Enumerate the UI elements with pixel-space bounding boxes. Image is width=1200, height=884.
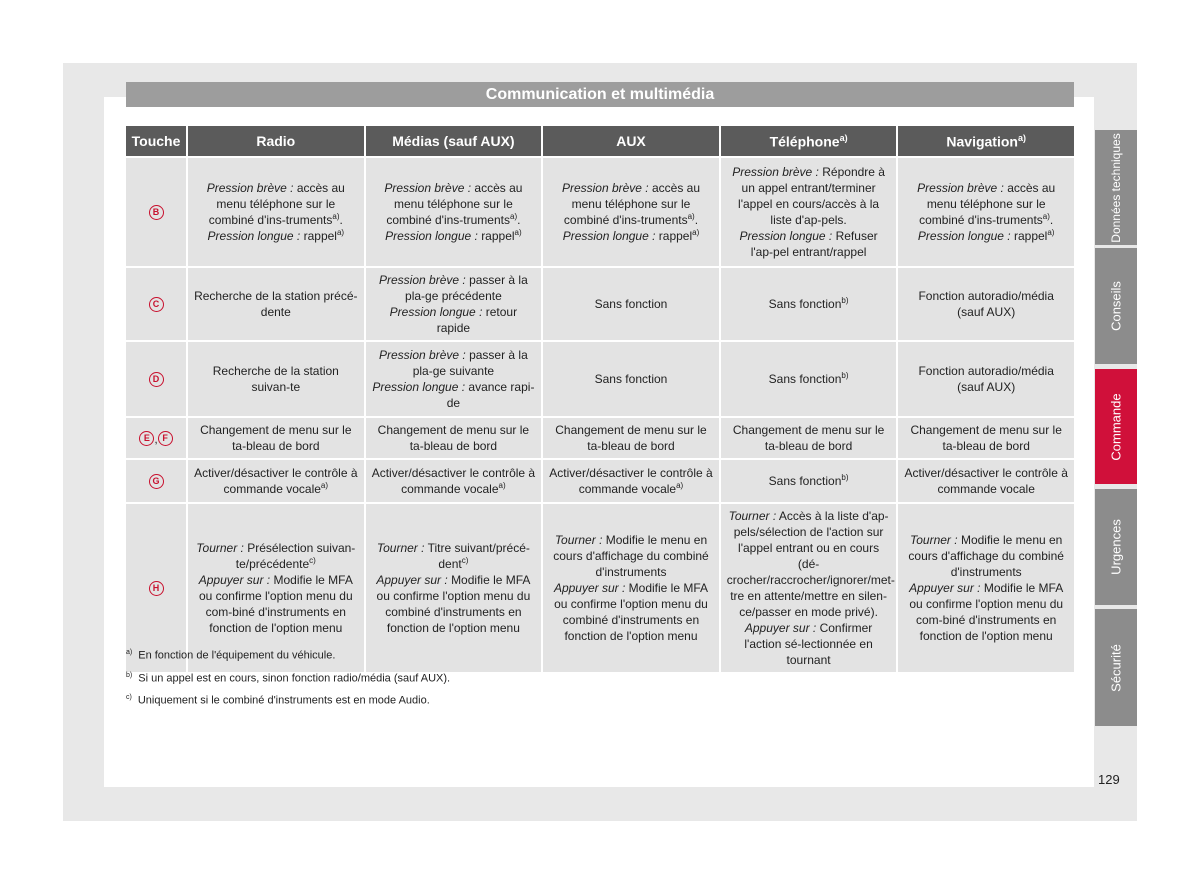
cell-text: avance rapi-de <box>446 380 535 410</box>
cell-text: Sans fonction <box>768 372 842 386</box>
footnote-a <box>126 643 450 666</box>
label-pression-breve: Pression brève : <box>732 165 819 179</box>
table-cell: Pression brève : accès au menu téléphone sur le combiné d'ins-truments$^{a)}$. Pression longue : rappel$^{a)}$ <box>366 158 542 266</box>
label-pression-breve: Pression brève : <box>917 181 1004 195</box>
header-navigation <box>898 126 1074 156</box>
key-h-icon: H <box>149 581 164 596</box>
footnote-c <box>126 688 450 711</box>
label-pression-longue: Pression longue : <box>562 229 656 243</box>
footnote-ref: a) <box>1047 228 1055 237</box>
label-tourner: Tourner : <box>910 533 958 547</box>
footnote-ref: a) <box>839 132 848 143</box>
table-cell: Sans fonction <box>543 268 719 340</box>
cell-text: Modifie le menu en cours d'affichage du combiné d'instruments <box>553 533 709 579</box>
table-row <box>126 158 1074 266</box>
table-row <box>126 418 1074 458</box>
cell-text: rappel <box>658 229 693 243</box>
table-header-row <box>126 126 1074 156</box>
table-cell <box>721 504 897 672</box>
header-touche: Touche <box>126 126 186 156</box>
label-pression-breve: Pression brève : <box>561 181 649 195</box>
cell-text: accès au menu téléphone sur le combiné d'ins-truments <box>386 181 523 227</box>
tab-label: Urgences <box>1108 519 1124 575</box>
label-pression-longue: Pression longue : <box>917 229 1011 243</box>
footnote-text: En fonction de l'équipement du véhicule. <box>138 649 336 662</box>
tab-label: Conseils <box>1108 281 1124 331</box>
cell-text: Sans fonction <box>768 297 842 311</box>
label-pression-longue: Pression longue : <box>385 229 478 243</box>
cell-text: accès au menu téléphone sur le combiné d'ins-truments <box>563 181 701 227</box>
cell-text: passer à la pla-ge suivante <box>412 348 528 378</box>
tab-label: Sécurité <box>1108 643 1124 692</box>
cell-text: accès au menu téléphone sur le combiné d'ins-truments <box>208 181 345 227</box>
footnote-ref: a) <box>336 228 345 237</box>
footnote-ref: b) <box>841 371 849 380</box>
label-tourner: Tourner : <box>376 541 425 555</box>
cell-text: rappel <box>481 229 515 243</box>
table-cell <box>721 268 897 340</box>
footnote-ref: a) <box>320 481 329 490</box>
cell-text: Activer/désactiver le contrôle à commande vocale <box>371 466 536 496</box>
header-aux: AUX <box>543 126 719 156</box>
table-row <box>126 268 1074 340</box>
footnote-ref: a) <box>1017 132 1026 143</box>
footnote-ref: a) <box>692 228 700 237</box>
footnote-ref: c) <box>309 556 316 565</box>
table-cell <box>366 268 542 340</box>
key-cell <box>126 158 186 266</box>
table-cell: Fonction autoradio/média (sauf AUX) <box>898 342 1074 416</box>
label-appuyer-sur: Appuyer sur : <box>198 573 271 587</box>
cell-text: rappel <box>303 229 337 243</box>
label-tourner: Tourner : <box>196 541 244 555</box>
cell-text: Activer/désactiver le contrôle à commande vocale <box>194 466 358 496</box>
cell-text: retour rapide <box>436 305 518 335</box>
table-cell <box>898 504 1074 672</box>
tab-urgences[interactable] <box>1095 489 1137 605</box>
cell-text: Titre suivant/précé-dent <box>427 541 530 571</box>
table-cell: Changement de menu sur le ta-bleau de bord <box>721 418 897 458</box>
tab-securite[interactable] <box>1095 609 1137 726</box>
label-appuyer-sur: Appuyer sur : <box>744 621 817 635</box>
cell-text: Sans fonction <box>768 474 842 488</box>
footnote-ref: b) <box>841 296 849 305</box>
tab-label: Données techniques <box>1109 132 1123 243</box>
header-telephone-label: Téléphone <box>769 133 840 150</box>
cell-text: Confirmer l'action sé-lectionnée en tournant <box>744 621 873 667</box>
footnotes <box>126 643 450 711</box>
tab-label: Commande <box>1108 392 1124 461</box>
label-pression-breve: Pression brève : <box>379 273 466 287</box>
table-cell: Pression brève : accès au menu téléphone sur le combiné d'ins-truments$^{a)}$. Pression longue : rappel$^{a)}$ <box>188 158 364 266</box>
footnote-ref: b) <box>841 473 849 482</box>
table-cell: Changement de menu sur le ta-bleau de bord <box>366 418 542 458</box>
cell-text: Activer/désactiver le contrôle à commande vocale <box>549 466 713 496</box>
cell-text: Répondre à un appel entrant/terminer l'appel en cours/accès à la liste d'ap-pels. <box>738 165 885 227</box>
footnote-ref: a) <box>687 212 695 221</box>
section-title: Communication et multimédia <box>126 82 1074 107</box>
header-radio: Radio <box>188 126 364 156</box>
label-pression-longue: Pression longue : <box>372 380 466 394</box>
tab-conseils[interactable] <box>1095 248 1137 364</box>
footnote-mark: a) <box>126 649 133 656</box>
key-e-icon: E <box>139 431 154 446</box>
table-cell <box>721 342 897 416</box>
cell-text: rappel <box>1013 229 1048 243</box>
footnote-text: Si un appel est en cours, sinon fonction radio/média (sauf AUX). <box>138 672 451 685</box>
cell-text: Modifie le MFA ou confirme l'option menu du com-biné d'instruments en fonction de l'option menu <box>909 581 1064 643</box>
table-row <box>126 342 1074 416</box>
table-cell: Changement de menu sur le ta-bleau de bord <box>188 418 364 458</box>
label-pression-longue: Pression longue : <box>389 305 483 319</box>
key-cell <box>126 342 186 416</box>
footnote-ref: c) <box>461 556 469 565</box>
cell-text: Modifie le menu en cours d'affichage du combiné d'instruments <box>908 533 1064 579</box>
table-cell <box>543 460 719 502</box>
label-appuyer-sur: Appuyer sur : <box>376 573 448 587</box>
table-row <box>126 460 1074 502</box>
footnote-text: Uniquement si le combiné d'instruments est en mode Audio. <box>137 694 430 707</box>
header-telephone <box>721 126 897 156</box>
key-separator: , <box>154 431 158 446</box>
cell-text: Présélection suivan-te/précédente <box>235 541 356 571</box>
label-pression-breve: Pression brève : <box>206 181 294 195</box>
table-cell: Fonction autoradio/média (sauf AUX) <box>898 268 1074 340</box>
tab-commande[interactable] <box>1095 369 1137 484</box>
tab-donnees-techniques[interactable] <box>1095 130 1137 245</box>
function-table <box>124 124 1076 674</box>
header-medias: Médias (sauf AUX) <box>366 126 542 156</box>
header-navigation-label: Navigation <box>946 133 1018 150</box>
cell-text: accès au menu téléphone sur le combiné d'ins-truments <box>919 181 1056 227</box>
cell-text: Modifie le MFA ou confirme l'option menu du com-biné d'instruments en fonction de l'option menu <box>198 573 353 635</box>
table-cell: Pression brève : accès au menu téléphone sur le combiné d'ins-truments$^{a)}$. Pression longue : rappel$^{a)}$ <box>898 158 1074 266</box>
cell-text: Modifie le MFA ou confirme l'option menu du combiné d'instruments en fonction de l'option menu <box>554 581 709 643</box>
label-tourner: Tourner : <box>728 509 777 523</box>
footnote-mark: b) <box>126 671 133 679</box>
label-pression-breve: Pression brève : <box>384 181 472 195</box>
table-cell: Pression brève : accès au menu téléphone sur le combiné d'ins-truments$^{a)}$. Pression longue : rappel$^{a)}$ <box>543 158 719 266</box>
cell-text: Refuser l'ap-pel entrant/rappel <box>750 229 878 259</box>
footnote-ref: a) <box>676 481 684 490</box>
key-b-icon: B <box>149 205 164 220</box>
footnote-ref: a) <box>1042 212 1050 221</box>
table-cell <box>366 460 542 502</box>
label-pression-longue: Pression longue : <box>207 229 301 243</box>
key-cell <box>126 268 186 340</box>
label-pression-longue: Pression longue : <box>739 229 833 243</box>
footnote-ref: a) <box>514 228 522 237</box>
footnote-b <box>126 666 450 689</box>
table-cell: Activer/désactiver le contrôle à commande vocale <box>898 460 1074 502</box>
table-cell: Changement de menu sur le ta-bleau de bord <box>898 418 1074 458</box>
footnote-ref: a) <box>332 212 340 221</box>
footnote-ref: a) <box>498 481 506 490</box>
footnote-mark: c) <box>126 694 132 702</box>
cell-text: Accès à la liste d'ap-pels/sélection de l'action sur l'appel entrant ou en cours (dé-crocher/raccrocher/ignorer/met-tre en attente/mettre en silen-ce/passer en mode privé). <box>726 509 895 619</box>
label-tourner: Tourner : <box>554 533 603 547</box>
key-c-icon: C <box>149 297 164 312</box>
key-d-icon: D <box>149 372 164 387</box>
table-cell: Changement de menu sur le ta-bleau de bord <box>543 418 719 458</box>
label-appuyer-sur: Appuyer sur : <box>909 581 981 595</box>
label-pression-breve: Pression brève : <box>379 348 466 362</box>
key-cell <box>126 460 186 502</box>
table-cell <box>366 342 542 416</box>
cell-text: passer à la pla-ge précédente <box>405 273 528 303</box>
table-cell <box>721 460 897 502</box>
table-cell <box>543 504 719 672</box>
table-cell: Sans fonction <box>543 342 719 416</box>
table-cell <box>721 158 897 266</box>
key-cell <box>126 418 186 458</box>
footnote-ref: a) <box>510 212 518 221</box>
cell-text: Modifie le MFA ou confirme l'option menu du combiné d'instruments en fonction de l'option menu <box>376 573 531 635</box>
key-g-icon: G <box>149 474 164 489</box>
label-appuyer-sur: Appuyer sur : <box>553 581 626 595</box>
table-cell <box>188 460 364 502</box>
table-cell: Recherche de la station précé-dente <box>188 268 364 340</box>
table-cell: Recherche de la station suivan-te <box>188 342 364 416</box>
page-number: 129 <box>1098 772 1120 787</box>
key-f-icon: F <box>158 431 173 446</box>
